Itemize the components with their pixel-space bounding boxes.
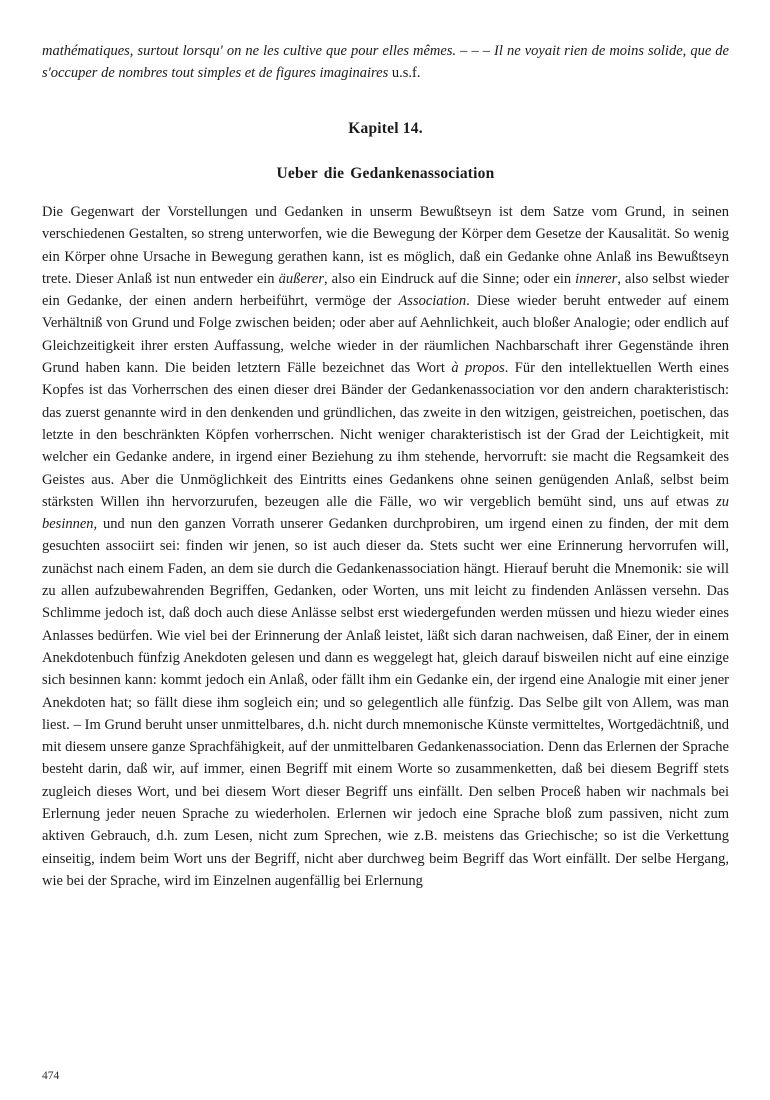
epigraph [42,40,729,84]
emphasized-text: Association [398,293,467,310]
body-paragraph [42,201,729,892]
text-run: Die Gegenwart der Vorstellungen und Gedanken in unserm Bewußtseyn ist dem Satze vom Grund, in seinen verschiedenen Gestalten, so streng unterworfen, wie die Bewegung der Körper dem Gesetze der Kausalität. So wenig ein Körper ohne Ursache in Bewegung gerathen kann, ist es möglich, daß ein Gedanke ohne Anlaß ins Bewußtseyn trete. Dieser Anlaß ist nun entweder ein [42,204,729,287]
emphasized-text: äußerer [278,270,324,287]
chapter-heading: Kapitel 14. [348,120,423,137]
page-number: 474 [42,1070,60,1082]
text-run: u.s.f. [391,65,421,81]
text-run: . Für den intellektuellen Werth eines Kopfes ist das Vorherrschen des einen dieser drei Bänder der Gedankenassociation vor den andern charakteristisch: das zuerst genannte wird in den denkenden und gründlichen, das zweite in den witzigen, geistreichen, poetischen, das letzte in den beschränkten Köpfen vorherrschen. Nicht weniger charakteristisch ist der Grad der Leichtigkeit, mit welcher ein Gedanke andere, in irgend einer Beziehung zu ihm stehende, hervorruft: sie macht die Regsamkeit des Geistes aus. Aber die Unmöglichkeit des Eintritts eines Gedankens ohne seinen genügenden Anlaß, selbst beim stärksten Willen ihn hervorzurufen, bezeugen alle die Fälle, wo wir vergeblich bemüht sind, uns auf etwas [42,360,730,510]
text-run: , also ein Eindruck auf die Sinne; oder ein [323,270,576,287]
text-run: . Diese wieder beruht entweder auf einem Verhältniß von Grund und Folge zwischen beiden; oder aber auf Aehnlichkeit, auch bloßer Analogie; oder endlich auf Gleichzeitigkeit ihrer ersten Auffassung, welche wieder in der räumlichen Nachbarschaft ihrer Gegenstände ihren Grund haben kann. Die beiden letztern Fälle bezeichnet das Wort [42,293,730,377]
emphasized-text: zu besinnen [42,493,729,533]
emphasized-text: innerer [575,270,618,287]
emphasized-text: à propos [451,360,505,377]
text-run: , und nun den ganzen Vorrath unserer Gedanken durchprobiren, um irgend einen zu finden, der mit dem gesuchten associirt sei: finden wir jenen, so ist auch dieser da. Stets sucht wer eine Erinnerung hervorrufen will, zunächst nach einem Faden, an dem sie durch die Gedankenassociation hängt. Hierauf beruht die Mnemonik: sie will zu allen aufzubewahrenden Begriffen, Gedanken, oder Worten, uns mit leicht zu findenden Anlässen versehn. Das Schlimme jedoch ist, daß doch auch diese Anlässe selbst erst wiedergefunden werden müssen und hiezu wieder eines Anlasses bedürfen. Wie viel bei der Erinnerung der Anlaß leistet, läßt sich daran nachweisen, daß Einer, der in einem Anekdotenbuch fünfzig Anekdoten gelesen und dann es weggelegt hat, gleich darauf bisweilen nicht auf eine einzige sich besinnen kann: kommt jedoch ein Anlaß, oder fällt ihm ein Gedanke ein, der irgend eine Analogie mit einer jener Anekdoten hat; so fällt diese ihm sogleich ein; und so gelegentlich alle fünfzig. Das Selbe gilt von Allem, was man liest. – Im Grund beruht unser unmittelbares, d.h. nicht durch mnemonische Künste vermitteltes, Wortgedächtniß, und mit diesem unsere ganze Sprachfähigkeit, auf der unmittelbaren Gedankenassociation. Denn das Erlernen der Sprache besteht darin, daß wir, auf immer, einen Begriff mit einem Worte so zusammenketten, daß bei diesem Begriff stets zugleich dieses Wort, und bei diesem Wort dieser Begriff uns einfällt. Den selben Proceß haben wir nachmals bei Erlernung jeder neuen Sprache zu wiederholen. Erlernen wir jedoch eine Sprache bloß zum passiven, nicht zum aktiven Gebrauch, d.h. zum Lesen, nicht zum Sprechen, wie z.B. meistens das Griechische; so ist die Verkettung einseitig, indem beim Wort uns der Begriff, nicht aber durchweg beim Begriff das Wort einfällt. Der selbe Hergang, wie bei der Sprache, wird im Einzelnen augenfällig bei Erlernung [42,516,729,889]
section-title: Ueber die Gedankenassociation [276,165,495,182]
emphasized-text: mathématiques, surtout lorsqu' on ne les cultive que pour elles mêmes. – – – Il ne voyait rien de moins solide, que de s'occuper de nombres tout simples et de figures imaginaires [42,43,729,81]
text-run: , also selbst wieder ein Gedanke, der einen andern herbeiführt, vermöge der [42,270,729,310]
